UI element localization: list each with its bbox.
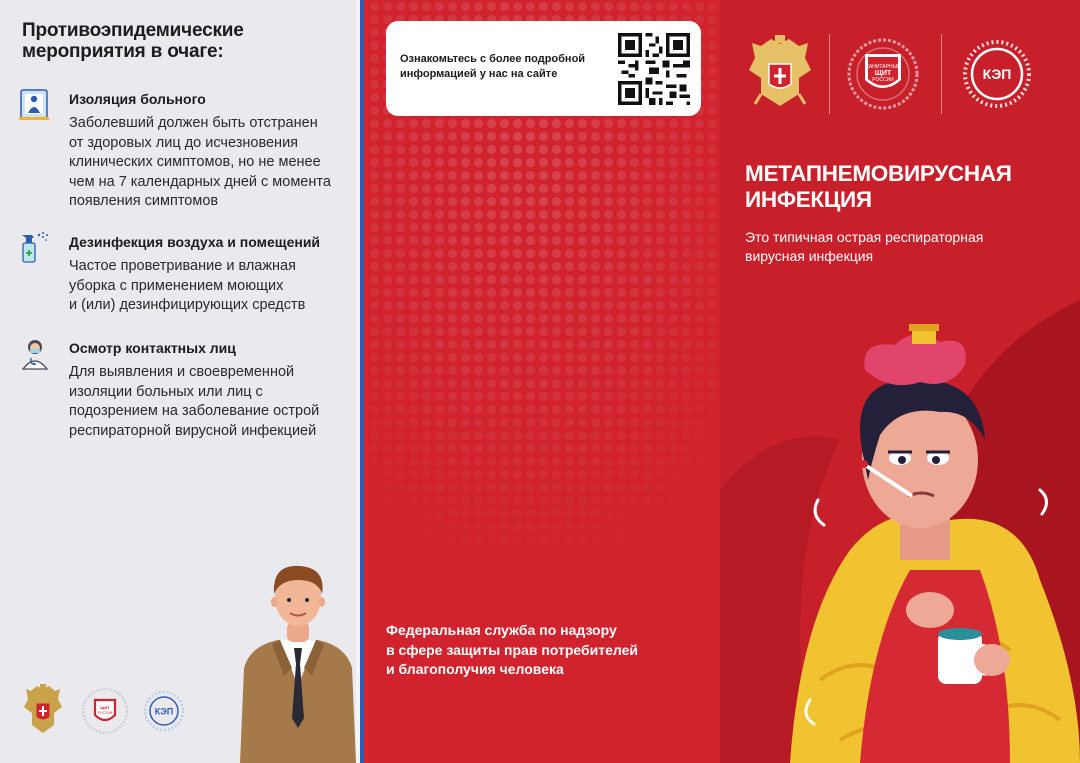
measure-text: Частое проветривание и влажная уборка с применением моющих и (или) дезинфицирующих средств [69,258,306,314]
qr-code[interactable] [618,33,690,105]
shield-logo-text: САНИТАРНЫЙ [865,64,901,70]
isolation-icon [18,87,52,121]
kep-logo [142,689,186,733]
disease-title: МЕТАПНЕМОВИРУСНАЯ ИНФЕКЦИЯ [745,161,1012,212]
businessman-illustration [240,558,356,763]
left-panel [0,0,356,763]
measures-heading: Противоэпидемические мероприятия в очаге: [22,20,244,62]
svg-text:ЩИТ: ЩИТ [100,705,110,710]
qr-info-card[interactable] [386,21,701,116]
measure-text: Для выявления и своевременной изоляции больных или лиц с подозрением на заболевание острой респираторной вирусной инфекцией [69,364,320,439]
fold-stripe [356,0,368,763]
russian-emblem-logo [745,34,815,114]
russian-emblem-logo [22,683,64,739]
shield-logo-text: РОССИИ [872,77,894,83]
qr-caption: Ознакомьтесь с более подробной информацией у нас на сайте [400,53,586,80]
top-logos [745,34,1065,114]
svg-text:РОССИИ: РОССИИ [97,711,113,715]
sanitary-shield-logo [80,686,130,736]
agency-name: Федеральная служба по надзору в сфере защиты прав потребителей и благополучия человека [386,622,638,677]
measure-title: Дезинфекция воздуха и помещений [69,234,321,250]
bottom-logos [22,683,192,739]
medical-exam-icon [18,336,52,370]
measure-text: Заболевший должен быть отстранен от здоровых лиц до исчезновения клинических симптомов, но не менее чем на 7 календарных дней с момента появления симптомов [69,115,331,210]
disease-subtitle: Это типичная острая респираторная вирусная инфекция [745,229,984,264]
svg-text:КЭП: КЭП [154,706,174,717]
right-panel [720,0,1080,763]
measure-title: Изоляция больного [69,91,206,107]
sick-person-illustration [780,320,1080,763]
kep-logo-text: КЭП [982,66,1012,82]
middle-panel [368,0,720,763]
sanitary-shield-logo [843,34,923,114]
disinfection-spray-icon [18,230,52,264]
kep-logo [957,34,1037,114]
measure-title: Осмотр контактных лиц [69,340,236,356]
shield-logo-text: ЩИТ [874,70,892,77]
